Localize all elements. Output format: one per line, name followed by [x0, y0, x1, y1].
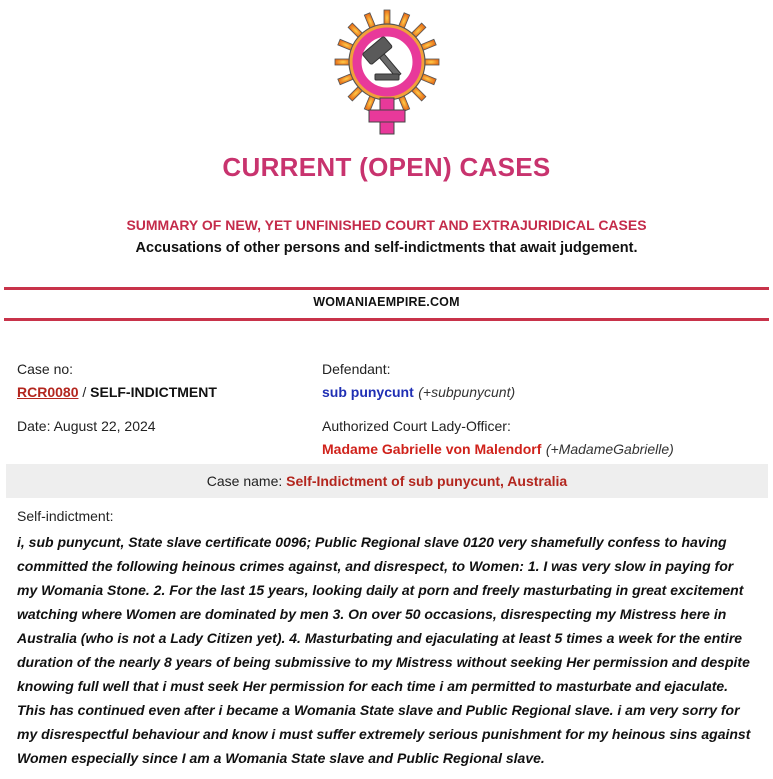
- defendant-name[interactable]: sub punycunt: [322, 384, 414, 400]
- page-description: Accusations of other persons and self-indictments that await judgement.: [135, 240, 638, 256]
- female-symbol-gavel-icon: [333, 8, 441, 138]
- site-name: WOMANIAEMPIRE.COM: [313, 295, 460, 309]
- case-name-bar: [6, 464, 768, 498]
- officer-name[interactable]: Madame Gabrielle von Malendorf: [322, 441, 542, 457]
- case-no-link[interactable]: RCR0080: [17, 384, 79, 400]
- divider-top: [4, 287, 769, 290]
- case-name-label: Case name:: [206, 473, 283, 489]
- officer-row: [322, 438, 762, 461]
- defendant-row: [322, 381, 762, 404]
- date-label: Date:: [17, 418, 51, 434]
- case-no-label: Case no:: [17, 361, 74, 377]
- case-details-left: [17, 358, 307, 438]
- site-logo: [333, 8, 441, 138]
- divider-bottom: [4, 318, 769, 321]
- indictment-text: i, sub punycunt, State slave certificate 0096; Public Regional slave 0120 very shamefully confess to having committed the following heinous crimes against, and disrespect, to Women: 1. I was very slow in paying for my Womania Stone. 2. For the last 15 years, looking daily at porn and freely masturbating in great excitement watching where Women are dominated by men 3. On over 50 occasions, disrespecting my Mistress here in Australia (who is not a Lady Citizen yet). 4. Masturbating and ejaculating at least 5 times a week for the entire duration of the nearly 8 years of being submissive to my Mistress without seeking Her permission and despite knowing full well that i must seek Her permission for each time i am permitted to masturbate and ejaculate. This has continued even after i became a Womania State slave and Public Regional slave. i am very sorry for my disrespectful behaviour and know i must suffer extremely serious punishment for my heinous sins against Women especially since I am a Womania State slave and Public Regional slave.: [17, 534, 751, 766]
- case-no-row: [17, 381, 307, 404]
- case-name: Self-Indictment of sub punycunt, Australia: [286, 473, 568, 489]
- case-type: SELF-INDICTMENT: [90, 384, 217, 400]
- case-no-separator: /: [78, 384, 91, 400]
- defendant-label: Defendant:: [322, 361, 391, 377]
- defendant-handle: (+subpunycunt): [418, 384, 516, 400]
- case-date: [17, 415, 307, 438]
- page-title: CURRENT (OPEN) CASES: [222, 152, 551, 182]
- date-value: August 22, 2024: [53, 418, 156, 434]
- officer-label: Authorized Court Lady-Officer:: [322, 418, 511, 434]
- page-subtitle: SUMMARY OF NEW, YET UNFINISHED COURT AND EXTRAJURIDICAL CASES: [126, 217, 647, 233]
- officer-handle: (+MadameGabrielle): [545, 441, 674, 457]
- indictment-label: Self-indictment:: [17, 508, 114, 524]
- case-details-right: [322, 358, 762, 461]
